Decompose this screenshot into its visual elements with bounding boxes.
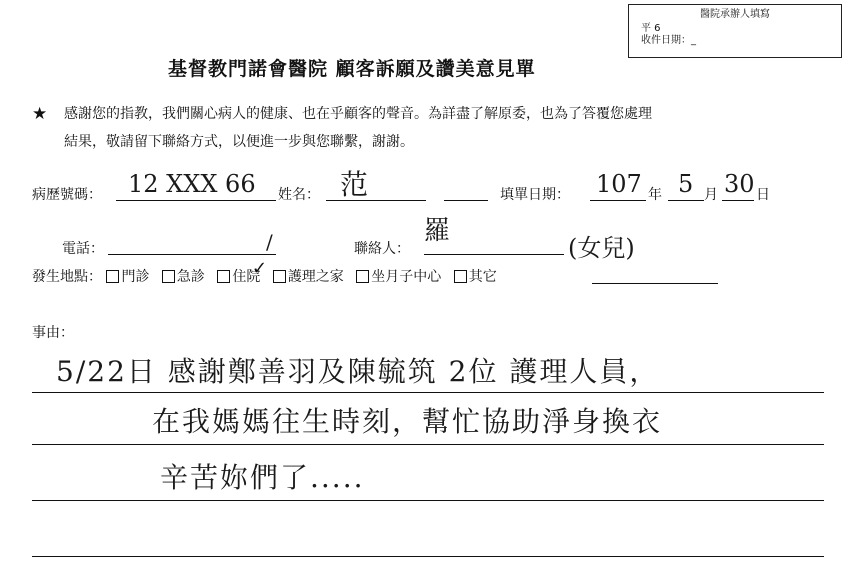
hospital-staff-box [628,4,842,58]
year-line [590,200,646,201]
hospital-box-received-date: 收件日期：_ [641,35,696,46]
location-option-postpartum[interactable] [356,269,441,285]
inpatient-label: 住院 [232,269,261,285]
postpartum-checkbox[interactable] [356,270,369,283]
contact-value[interactable]: 羅 [424,216,451,246]
reason-rule-2 [32,444,824,445]
nursing-home-checkbox[interactable] [273,270,286,283]
record-number-line [116,200,276,201]
outpatient-checkbox[interactable] [106,270,119,283]
contact-line [424,254,564,255]
other-line [592,283,718,284]
hospital-box-line1: 平 6 [641,23,661,34]
location-option-other[interactable] [454,269,497,285]
name-value[interactable]: 范 [340,168,369,201]
contact-label: 聯絡人： [354,241,410,257]
year-unit: 年 [648,187,662,203]
record-number-value[interactable]: 12 XXX 66 [128,170,256,198]
month-value[interactable]: 5 [678,170,694,198]
month-line [668,200,704,201]
location-option-outpatient[interactable] [106,269,149,285]
outpatient-label: 門診 [121,269,150,285]
other-label: 其它 [468,269,497,285]
emergency-checkbox[interactable] [162,270,175,283]
reason-line-2[interactable]: 在我媽媽往生時刻，幫忙協助淨身換衣 [152,405,663,438]
record-number-label: 病歷號碼： [32,187,102,203]
name-line-2 [444,200,488,201]
form-title: 基督教門諾會醫院 顧客訴願及讚美意見單 [168,58,536,80]
nursing-home-label: 護理之家 [287,269,344,285]
location-label: 發生地點： [32,269,102,285]
fill-date-label: 填單日期： [500,187,570,203]
name-label: 姓名： [278,187,320,203]
star-icon: ★ [32,104,48,124]
reason-rule-1 [32,392,824,393]
phone-line [108,254,276,255]
phone-mark[interactable]: / [266,230,273,254]
reason-line-3[interactable]: 辛苦妳們了..... [160,461,365,494]
year-value[interactable]: 107 [596,170,642,198]
contact-note[interactable]: (女兒) [568,234,635,262]
other-checkbox[interactable] [454,270,467,283]
intro-line-1: 感謝您的指教，我們關心病人的健康、也在乎顧客的聲音。為詳盡了解原委，也為了答覆您處理 [64,106,652,122]
day-value[interactable]: 30 [724,170,755,198]
intro-line-2: 結果，敬請留下聯絡方式，以便進一步與您聯繫，謝謝。 [64,134,414,150]
phone-label: 電話： [62,241,104,257]
month-unit: 月 [704,187,718,203]
day-unit: 日 [756,187,770,203]
reason-label: 事由： [32,325,74,341]
check-icon: ✓ [252,258,268,279]
emergency-label: 急診 [176,269,205,285]
hospital-box-title: 醫院承辦人填寫 [700,9,770,20]
reason-line-1[interactable]: 5/22日 感謝鄭善羽及陳毓筑 2位 護理人員， [56,355,660,388]
reason-rule-3 [32,500,824,501]
inpatient-checkbox[interactable] [217,270,230,283]
reason-rule-4 [32,556,824,557]
postpartum-label: 坐月子中心 [371,269,442,285]
location-option-emergency[interactable] [162,269,205,285]
location-option-nursing-home[interactable] [273,269,344,285]
day-line [722,200,754,201]
